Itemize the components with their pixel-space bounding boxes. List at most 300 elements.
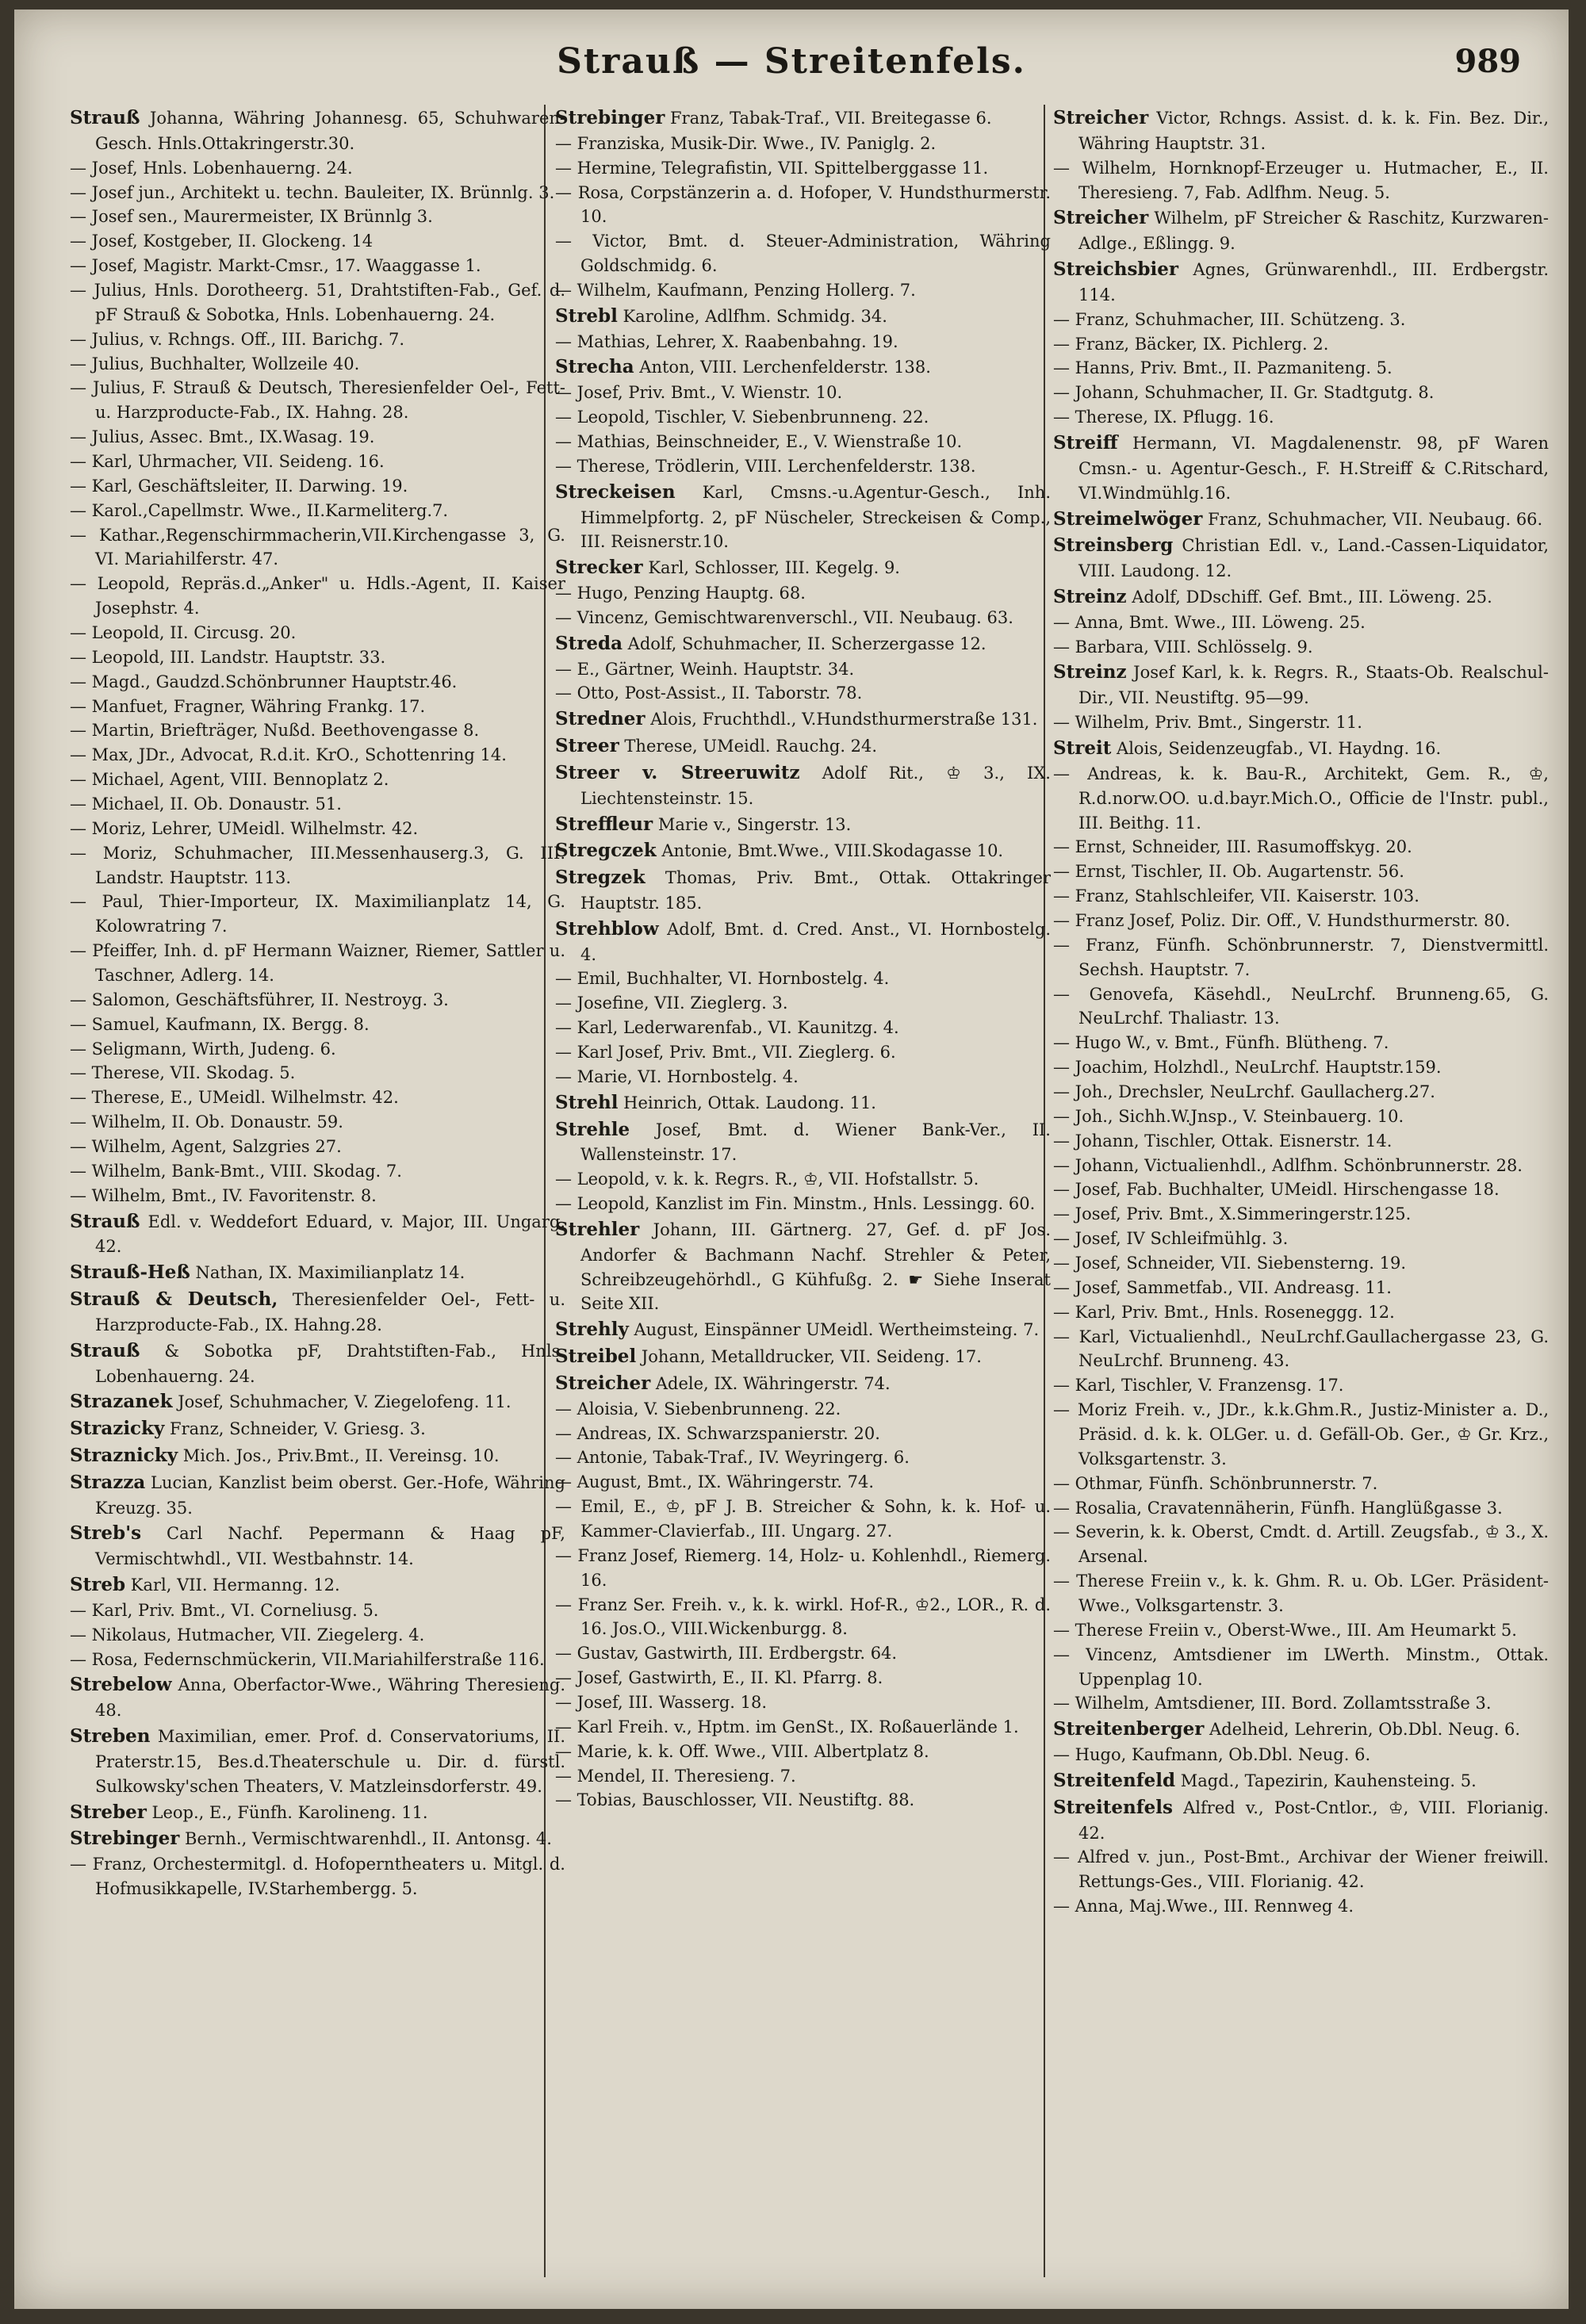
entry-text: — Josef, Fab. Buchhalter, UMeidl. Hirschengasse 18. (1053, 1180, 1500, 1200)
entry-surname: Streicher (555, 1372, 651, 1394)
directory-entry (70, 229, 565, 254)
entry-text: — Wilhelm, Bank-Bmt., VIII. Skodag. 7. (70, 1161, 402, 1181)
directory-entry (70, 523, 565, 572)
directory-entry (70, 988, 565, 1013)
entry-text: — Franz, Bäcker, IX. Pichlerg. 2. (1053, 334, 1329, 354)
directory-entry (555, 1788, 1051, 1813)
directory-entry (70, 1286, 565, 1338)
entry-text: — Otto, Post-Assist., II. Taborstr. 78. (555, 683, 863, 703)
directory-entry (1053, 835, 1549, 860)
entry-text: — Franz Josef, Poliz. Dir. Off., V. Hundsthurmerstr. 80. (1053, 910, 1511, 930)
entry-text: — Hermine, Telegrafistin, VII. Spittelberggasse 11. (555, 158, 989, 178)
directory-entry (555, 1316, 1051, 1343)
directory-entry (555, 1470, 1051, 1495)
entry-text: — Wilhelm, Agent, Salzgries 27. (70, 1137, 342, 1157)
directory-entry (1053, 1743, 1549, 1767)
entry-surname: Strehle (555, 1118, 630, 1140)
entry-text: — Severin, k. k. Oberst, Cmdt. d. Artill. Zeugsfab., ♔ 3., X. Arsenal. (1053, 1522, 1549, 1567)
entry-text: Alois, Fruchthdl., V.Hundsthurmerstraße 131. (645, 710, 1038, 729)
entry-text: — Franz Ser. Freih. v., k. k. wirkl. Hof-R., ♔2., LOR., R. d. 16. Jos.O., VIII.Wickenburgg. 8. (555, 1595, 1051, 1639)
entry-text: — Rosa, Federnschmückerin, VII.Mariahilferstraße 116. (70, 1649, 545, 1669)
entry-text: — Wilhelm, II. Ob. Donaustr. 59. (70, 1112, 343, 1132)
directory-entry (70, 621, 565, 645)
entry-text: — Joh., Sichh.W.Jnsp., V. Steinbauerg. 10. (1053, 1106, 1404, 1126)
directory-entry (555, 1065, 1051, 1089)
entry-text: — Antonie, Tabak-Traf., IV. Weyringerg. 6. (555, 1448, 910, 1468)
entry-text: — Barbara, VIII. Schlösselg. 9. (1053, 637, 1313, 657)
entry-surname: Streben (70, 1725, 151, 1748)
entry-surname: Strehblow (555, 917, 659, 940)
directory-entry (1053, 909, 1549, 933)
entry-text: Johanna, Währing Johannesg. 65, Schuhwaren-Gesch. Hnls.Ottakringerstr.30. (95, 109, 565, 153)
entry-text: — Pfeiffer, Inh. d. pF Hermann Waizner, Riemer, Sattler u. Taschner, Adlerg. 14. (70, 941, 565, 986)
directory-entry (70, 105, 565, 156)
directory-entry (70, 156, 565, 181)
entry-text: — Leopold, Kanzlist im Fin. Minstm., Hnls. Lessingg. 60. (555, 1194, 1036, 1214)
directory-entry (70, 1159, 565, 1184)
entry-text: Karl, Schlosser, III. Kegelg. 9. (642, 558, 900, 578)
directory-entry (555, 681, 1051, 706)
entry-text: — Josef, Schneider, VII. Siebensterng. 19. (1053, 1253, 1407, 1273)
directory-entry (555, 554, 1051, 581)
directory-entry (1053, 1202, 1549, 1227)
entry-text: Franz, Schneider, V. Griesg. 3. (164, 1419, 426, 1439)
entry-text: & Sobotka pF, Drahtstiften-Fab., Hnls. Lobenhauerng. 24. (95, 1341, 565, 1386)
entry-text: Therese, UMeidl. Rauchg. 24. (619, 737, 878, 756)
directory-entry (70, 1572, 565, 1598)
directory-entry (70, 768, 565, 792)
directory-entry (1053, 1055, 1549, 1080)
directory-entry (70, 474, 565, 499)
directory-entry (555, 1764, 1051, 1789)
entry-text: — Marie, k. k. Off. Wwe., VIII. Albertplatz 8. (555, 1741, 929, 1761)
entry-text: Alfred v., Post-Cntlor., ♔, VIII. Florianig. 42. (1078, 1798, 1549, 1843)
entry-text: — Franz, Fünfh. Schönbrunnerstr. 7, Dienstvermittl. Sechsh. Hauptstr. 7. (1053, 935, 1549, 979)
directory-entry (555, 405, 1051, 430)
entry-surname: Streimelwöger (1053, 507, 1203, 530)
directory-entry (555, 1040, 1051, 1065)
entry-text: — Mendel, II. Theresieng. 7. (555, 1766, 796, 1786)
entry-text: — Therese, Trödlerin, VIII. Lerchenfelderstr. 138. (555, 456, 976, 476)
entry-text: — August, Bmt., IX. Währingerstr. 74. (555, 1472, 874, 1492)
entry-text: — Karl Freih. v., Hptm. im GenSt., IX. Roßauerlände 1. (555, 1717, 1019, 1736)
directory-entry (555, 479, 1051, 555)
entry-surname: Strebinger (70, 1828, 180, 1850)
directory-entry (1053, 1845, 1549, 1894)
entry-text: — Kathar.,Regenschirmmacherin,VII.Kirchengasse 3, G. VI. Mariahilferstr. 47. (70, 525, 565, 569)
directory-entry (1053, 332, 1549, 357)
entry-surname: Strecha (555, 356, 634, 378)
directory-entry (1053, 532, 1549, 584)
entry-text: — Ernst, Tischler, II. Ob. Augartenstr. 56. (1053, 862, 1404, 882)
entry-text: — Karl, Victualienhdl., NeuLrchf.Gaullachergasse 23, G. NeuLrchf. Brunneng. 43. (1053, 1327, 1549, 1371)
column-1 (70, 105, 565, 2277)
entry-text: — Johann, Victualienhdl., Adlfhm. Schönbrunnerstr. 28. (1053, 1155, 1523, 1175)
entry-text: — Josef, Kostgeber, II. Glockeng. 14 (70, 232, 374, 251)
directory-entry (70, 352, 565, 377)
entry-text: — Othmar, Fünfh. Schönbrunnerstr. 7. (1053, 1473, 1378, 1493)
entry-text: — Julius, Hnls. Dorotheerg. 51, Drahtstiften-Fab., Gef. d. pF Strauß & Sobotka, Hnls. Lobenhauerng. 24. (70, 280, 565, 324)
directory-entry (70, 1388, 565, 1415)
page-title: Strauß — Streitenfels. (557, 41, 1026, 82)
entry-text: — Wilhelm, Hornknopf-Erzeuger u. Hutmacher, E., II. Theresieng. 7, Fab. Adlfhm. Neug. 5. (1053, 158, 1549, 202)
entry-text: Thomas, Priv. Bmt., Ottak. Ottakringer Hauptstr. 185. (580, 868, 1051, 913)
entry-text: Johann, Metalldrucker, VII. Seideng. 17. (636, 1347, 982, 1367)
entry-text: — Karl, Priv. Bmt., Hnls. Roseneggg. 12. (1053, 1302, 1395, 1322)
directory-entry (70, 1723, 565, 1799)
directory-entry (1053, 1276, 1549, 1300)
entry-text: — Karl, Uhrmacher, VII. Seideng. 16. (70, 451, 385, 471)
directory-entry (1053, 1177, 1549, 1202)
entry-text: — Hugo, Kaufmann, Ob.Dbl. Neug. 6. (1053, 1745, 1371, 1765)
entry-text: — Victor, Bmt. d. Steuer-Administration, Währing Goldschmidg. 6. (555, 232, 1051, 276)
entry-surname: Strebinger (555, 107, 665, 128)
entry-text: — Hanns, Priv. Bmt., II. Pazmaniteng. 5. (1053, 358, 1393, 378)
entry-text: — Therese Freiin v., Oberst-Wwe., III. Am Heumarkt 5. (1053, 1620, 1517, 1640)
entry-text: — Wilhelm, Kaufmann, Penzing Hollerg. 7. (555, 280, 916, 300)
entry-surname: Streitenfeld (1053, 1769, 1176, 1791)
entry-surname: Streicher (1053, 207, 1149, 229)
directory-entry (555, 606, 1051, 630)
entry-text: — Therese Freiin v., k. k. Ghm. R. u. Ob. LGer. Präsident-Wwe., Volksgartenstr. 3. (1053, 1572, 1549, 1615)
entry-text: — Nikolaus, Hutmacher, VII. Ziegelerg. 4. (70, 1625, 425, 1644)
entry-surname: Streichsbier (1053, 258, 1178, 281)
entry-text: Karoline, Adlfhm. Schmidg. 34. (617, 306, 887, 326)
entry-text: — Mathias, Beinschneider, E., V. Wienstraße 10. (555, 431, 963, 451)
directory-entry (70, 1037, 565, 1062)
directory-entry (70, 1013, 565, 1037)
entry-text: — Wilhelm, Bmt., IV. Favoritenstr. 8. (70, 1185, 377, 1205)
entry-surname: Strehl (555, 1091, 619, 1113)
entry-text: — Wilhelm, Amtsdiener, III. Bord. Zollamtsstraße 3. (1053, 1694, 1492, 1713)
entry-text: — Josef, III. Wasserg. 18. (555, 1692, 768, 1712)
entry-text: — Josef, Hnls. Lobenhauerng. 24. (70, 158, 353, 178)
directory-entry (555, 1690, 1051, 1715)
entry-text: Josef, Bmt. d. Wiener Bank-Ver., II. Wallensteinstr. 17. (580, 1120, 1051, 1165)
directory-entry (555, 1216, 1051, 1316)
directory-entry (555, 760, 1051, 811)
directory-entry (1053, 1031, 1549, 1055)
entry-surname: Streckeisen (555, 480, 676, 503)
entry-text: — Emil, E., ♔, pF J. B. Streicher & Sohn, k. k. Hof- u. Kammer-Clavierfab., III. Ungarg. 27. (555, 1497, 1051, 1541)
entry-text: Christian Edl. v., Land.-Cassen-Liquidator, VIII. Laudong. 12. (1078, 536, 1549, 581)
entry-text: Bernh., Vermischtwarenhdl., II. Antonsg. 4. (179, 1829, 552, 1849)
directory-entry (1053, 1496, 1549, 1521)
entry-surname: Stredner (555, 708, 646, 730)
entry-text: — Leopold, v. k. k. Regrs. R., ♔, VII. Hofstallstr. 5. (555, 1170, 979, 1189)
entry-text: — Aloisia, V. Siebenbrunneng. 22. (555, 1399, 841, 1419)
entry-text: — Anna, Maj.Wwe., III. Rennweg 4. (1053, 1897, 1354, 1916)
directory-entry (555, 303, 1051, 330)
entry-text: — Michael, II. Ob. Donaustr. 51. (70, 794, 342, 814)
entry-text: — Manfuet, Fragner, Währing Frankg. 17. (70, 696, 426, 716)
directory-entry (70, 254, 565, 278)
directory-entry (555, 381, 1051, 405)
page-header (14, 41, 1569, 97)
directory-entry (555, 229, 1051, 278)
entry-text: Adelheid, Lehrerin, Ob.Dbl. Neug. 6. (1204, 1720, 1521, 1740)
directory-entry (70, 1852, 565, 1901)
directory-entry (70, 499, 565, 523)
directory-entry (555, 657, 1051, 682)
directory-entry (1053, 1105, 1549, 1129)
directory-entry (555, 991, 1051, 1016)
entry-surname: Strauß (70, 1210, 140, 1232)
entry-text: Adolf, DDschiff. Gef. Bmt., III. Löweng. 25. (1126, 587, 1492, 607)
entry-surname: Streffleur (555, 813, 653, 835)
entry-text: — E., Gärtner, Weinh. Hauptstr. 34. (555, 659, 855, 679)
directory-entry (70, 743, 565, 768)
entry-text: Carl Nachf. Pepermann & Haag pF, Vermischtwhdl., VII. Westbahnstr. 14. (95, 1524, 565, 1569)
directory-entry (70, 1338, 565, 1389)
directory-entry (555, 1422, 1051, 1446)
directory-entry (70, 1415, 565, 1442)
directory-entry (555, 581, 1051, 606)
entry-surname: Strehler (555, 1218, 640, 1240)
entry-text: — Moriz, Schuhmacher, III.Messenhauserg.3, G. III. Landstr. Hauptstr. 113. (70, 843, 565, 887)
directory-entry (1053, 735, 1549, 762)
directory-entry (1053, 205, 1549, 256)
directory-entry (70, 1648, 565, 1672)
entry-text: — Moriz, Lehrer, UMeidl. Wilhelmstr. 42. (70, 818, 419, 838)
entry-text: — Andreas, IX. Schwarzspanierstr. 20. (555, 1423, 880, 1443)
directory-entry (555, 630, 1051, 657)
entry-text: — Alfred v. jun., Post-Bmt., Archivar der Wiener freiwill. Rettungs-Ges., VIII. Florianig. 42. (1053, 1847, 1549, 1892)
entry-text: — Rosalia, Cravatennäherin, Fünfh. Hanglüßgasse 3. (1053, 1498, 1503, 1518)
entry-text: — Josef, Magistr. Markt-Cmsr., 17. Waaggasse 1. (70, 256, 481, 276)
entry-text: Lucian, Kanzlist beim oberst. Ger.-Hofe, Währing Kreuzg. 35. (95, 1472, 565, 1518)
directory-entry (70, 1259, 565, 1286)
page-number: 989 (1454, 43, 1521, 80)
directory-entry (70, 572, 565, 621)
column-3 (1053, 105, 1549, 2277)
directory-entry (555, 132, 1051, 156)
entry-text: Adele, IX. Währingerstr. 74. (650, 1373, 891, 1393)
directory-entry (70, 1442, 565, 1469)
entry-text: — Karl, Tischler, V. Franzensg. 17. (1053, 1376, 1344, 1396)
directory-entry (70, 718, 565, 743)
directory-entry (555, 156, 1051, 181)
entry-surname: Streit (1053, 737, 1112, 759)
entry-text: — Vincenz, Gemischtwarenverschl., VII. Neubaug. 63. (555, 607, 1013, 627)
entry-text: — Julius, v. Rchngs. Off., III. Barichg. 7. (70, 329, 405, 349)
entry-text: — Wilhelm, Priv. Bmt., Singerstr. 11. (1053, 713, 1362, 733)
entry-surname: Strecker (555, 557, 643, 579)
directory-entry (70, 645, 565, 670)
directory-entry (1053, 1129, 1549, 1154)
entry-text: — Karl, Lederwarenfab., VI. Kaunitzg. 4. (555, 1018, 899, 1038)
directory-entry (555, 1167, 1051, 1192)
entry-text: — Karol.,Capellmstr. Wwe., II.Karmeliterg.7. (70, 500, 449, 520)
directory-entry (70, 1671, 565, 1723)
entry-text: — Franz, Orchestermitgl. d. Hofoperntheaters u. Mitgl. d. Hofmusikkapelle, IV.Starhembergg. 5. (70, 1855, 565, 1899)
directory-entry (555, 1544, 1051, 1593)
directory-entry (555, 1715, 1051, 1740)
directory-entry (70, 1110, 565, 1135)
directory-entry (70, 670, 565, 695)
entry-text: — Mathias, Lehrer, X. Raabenbahng. 19. (555, 331, 898, 351)
entry-text: — Franz, Schuhmacher, III. Schützeng. 3. (1053, 309, 1406, 329)
directory-entry (555, 837, 1051, 864)
entry-surname: Strazicky (70, 1418, 165, 1440)
entry-text: — Marie, VI. Hornbostelg. 4. (555, 1066, 799, 1086)
entry-surname: Streb (70, 1574, 126, 1596)
directory-entry (70, 1520, 565, 1572)
directory-entry (1053, 762, 1549, 836)
directory-entry (1053, 405, 1549, 430)
entry-surname: Stregzek (555, 867, 646, 889)
entry-surname: Strauß & Deutsch, (70, 1288, 278, 1311)
entry-text: — Josef sen., Maurermeister, IX Brünnlg 3. (70, 207, 433, 227)
directory-entry (1053, 1767, 1549, 1794)
directory-entry (1053, 1080, 1549, 1105)
directory-entry (70, 181, 565, 205)
directory-entry (555, 733, 1051, 760)
entry-surname: Stregczek (555, 840, 657, 862)
entry-text: — Josef, Priv. Bmt., V. Wienstr. 10. (555, 383, 843, 403)
entry-text: — Andreas, k. k. Bau-R., Architekt, Gem. R., ♔, R.d.norw.OO. u.d.bayr.Mich.O., Officie de l'Instr. publ., III. Beithg. 11. (1053, 764, 1549, 833)
entry-text: — Franz Josef, Riemerg. 14, Holz- u. Kohlenhdl., Riemerg. 16. (555, 1545, 1051, 1590)
directory-entry (555, 1593, 1051, 1642)
directory-entry (70, 890, 565, 939)
directory-entry (555, 1016, 1051, 1040)
directory-entry (1053, 611, 1549, 635)
directory-entry (70, 1184, 565, 1208)
directory-entry (555, 1089, 1051, 1116)
directory-entry (1053, 1154, 1549, 1178)
directory-entry (555, 1343, 1051, 1370)
entry-text: — Leopold, Tischler, V. Siebenbrunneng. 22. (555, 408, 929, 427)
entry-text: — Moriz Freih. v., JDr., k.k.Ghm.R., Justiz-Minister a. D., Präsid. d. k. k. OLGer. u. d. Gefäll-Ob. Ger., ♔ Gr. Krz., Volksgartenstr. 3. (1053, 1400, 1549, 1468)
entry-surname: Strauß (70, 1339, 140, 1361)
entry-text: Edl. v. Weddefort Eduard, v. Major, III. Ungarg. 42. (95, 1212, 565, 1257)
directory-entry (1053, 1716, 1549, 1743)
entry-text: Victor, Rchngs. Assist. d. k. k. Fin. Bez. Dir., Währing Hauptstr. 31. (1078, 109, 1549, 153)
entry-surname: Strauß (70, 107, 140, 128)
directory-entry (70, 939, 565, 988)
entry-text: — Genovefa, Käsehdl., NeuLrchf. Brunneng.65, G. NeuLrchf. Thaliastr. 13. (1053, 984, 1549, 1028)
entry-text: Wilhelm, pF Streicher & Raschitz, Kurzwaren-Adlge., Eßlingg. 9. (1078, 209, 1549, 254)
directory-entry (1053, 1520, 1549, 1569)
directory-entry (1053, 1569, 1549, 1618)
directory-entry (70, 1469, 565, 1521)
directory-entry (70, 1825, 565, 1852)
directory-entry (555, 430, 1051, 454)
directory-entry (555, 1740, 1051, 1764)
entry-text: — Therese, VII. Skodag. 5. (70, 1063, 296, 1083)
directory-entry (1053, 584, 1549, 611)
entry-surname: Strehly (555, 1319, 629, 1341)
directory-entry (1053, 1691, 1549, 1716)
directory-entry (555, 1397, 1051, 1422)
entry-surname: Streibel (555, 1346, 637, 1368)
directory-entry (555, 1666, 1051, 1690)
directory-entry (1053, 659, 1549, 710)
entry-text: Hermann, VI. Magdalenenstr. 98, pF Waren Cmsn.- u. Agentur-Gesch., F. H.Streiff & C.Ritschard, VI.Windmühlg.16. (1078, 433, 1549, 503)
entry-surname: Streb's (70, 1522, 142, 1545)
entry-text: — Julius, Assec. Bmt., IX.Wasag. 19. (70, 427, 375, 447)
entry-surname: Streinz (1053, 661, 1127, 683)
entry-surname: Streer v. Streeruwitz (555, 761, 800, 783)
entry-text: Adolf, Bmt. d. Cred. Anst., VI. Hornbostelg. 4. (580, 919, 1051, 964)
directory-entry (1053, 430, 1549, 506)
entry-text: Anton, VIII. Lerchenfelderstr. 138. (634, 358, 931, 377)
directory-entry (1053, 1251, 1549, 1276)
entry-text: — Vincenz, Amtsdiener im LWerth. Minstm., Ottak. Uppenplag 10. (1053, 1644, 1549, 1689)
directory-entry (1053, 1894, 1549, 1919)
directory-entry (1053, 308, 1549, 332)
entry-text: — Samuel, Kaufmann, IX. Bergg. 8. (70, 1014, 370, 1034)
entry-surname: Strebelow (70, 1674, 172, 1696)
directory-entry (70, 1085, 565, 1110)
entry-text: Josef Karl, k. k. Regrs. R., Staats-Ob. Realschul-Dir., VII. Neustiftg. 95—99. (1078, 663, 1549, 708)
entry-text: Adolf, Schuhmacher, II. Scherzergasse 12. (622, 634, 986, 653)
entry-text: — Karl, Priv. Bmt., VI. Corneliusg. 5. (70, 1600, 379, 1620)
entry-text: Josef, Schuhmacher, V. Ziegelofeng. 11. (172, 1392, 511, 1412)
directory-entry (1053, 1373, 1549, 1398)
directory-entry (70, 841, 565, 890)
directory-entry (555, 1495, 1051, 1544)
entry-text: August, Einspänner UMeidl. Wertheimsteing. 7. (628, 1320, 1040, 1340)
entry-text: — Julius, F. Strauß & Deutsch, Theresienfelder Oel-, Fett- u. Harzproducte-Fab., IX. Hahng. 28. (70, 378, 565, 423)
entry-text: — Josef, Sammetfab., VII. Andreasg. 11. (1053, 1277, 1392, 1297)
entry-text: — Emil, Buchhalter, VI. Hornbostelg. 4. (555, 969, 890, 989)
entry-surname: Strebl (555, 304, 618, 327)
entry-text: — Hugo W., v. Bmt., Fünfh. Blütheng. 7. (1053, 1033, 1389, 1053)
entry-surname: Strazanek (70, 1391, 173, 1413)
directory-entry (555, 1641, 1051, 1666)
entry-text: Marie v., Singerstr. 13. (653, 814, 852, 834)
entry-text: — Leopold, II. Circusg. 20. (70, 622, 297, 642)
entry-text: Karl, VII. Hermanng. 12. (125, 1575, 340, 1595)
directory-entry (555, 864, 1051, 916)
entry-text: — Franz, Stahlschleifer, VII. Kaiserstr. 103. (1053, 886, 1419, 906)
entry-text: Alois, Seidenzeugfab., VI. Haydng. 16. (1111, 738, 1442, 758)
directory-entry (555, 1116, 1051, 1168)
directory-entry (555, 181, 1051, 230)
directory-entry (1053, 710, 1549, 735)
directory-entry (1053, 1300, 1549, 1325)
directory-entry (70, 1061, 565, 1085)
directory-entry (1053, 860, 1549, 884)
directory-entry (1053, 1472, 1549, 1496)
directory-entry (555, 278, 1051, 303)
directory-entry (70, 278, 565, 327)
entry-text: — Martin, Briefträger, Nußd. Beethovengasse 8. (70, 721, 480, 741)
entry-surname: Streinsberg (1053, 534, 1174, 557)
entry-text: — Karl Josef, Priv. Bmt., VII. Zieglerg. 6. (555, 1042, 896, 1062)
directory-page (14, 10, 1569, 2309)
entry-text: Heinrich, Ottak. Laudong. 11. (618, 1093, 876, 1112)
entry-surname: Streer (555, 735, 619, 757)
entry-surname: Streitenfels (1053, 1796, 1173, 1818)
directory-entry (1053, 1794, 1549, 1846)
directory-entry (70, 1623, 565, 1648)
entry-text: — Josef, IV Schleifmühlg. 3. (1053, 1229, 1289, 1249)
directory-entry (70, 1135, 565, 1159)
directory-entry (70, 817, 565, 841)
entry-text: — Magd., Gaudzd.Schönbrunner Hauptstr.46. (70, 672, 458, 691)
directory-entry (1053, 256, 1549, 308)
entry-text: Karl, Cmsns.-u.Agentur-Gesch., Inh. Himmelpfortg. 2, pF Nüscheler, Streckeisen & Comp., III. Reisnerstr.10. (580, 482, 1051, 552)
entry-text: — Johann, Schuhmacher, II. Gr. Stadtgutg. 8. (1053, 383, 1435, 403)
directory-entry (70, 327, 565, 352)
entry-text: — Rosa, Corpstänzerin a. d. Hofoper, V. Hundsthurmerstr. 10. (555, 182, 1051, 227)
entry-surname: Straznicky (70, 1444, 178, 1466)
entry-surname: Streinz (1053, 585, 1127, 607)
directory-entry (1053, 1618, 1549, 1643)
directory-entry (70, 1799, 565, 1826)
